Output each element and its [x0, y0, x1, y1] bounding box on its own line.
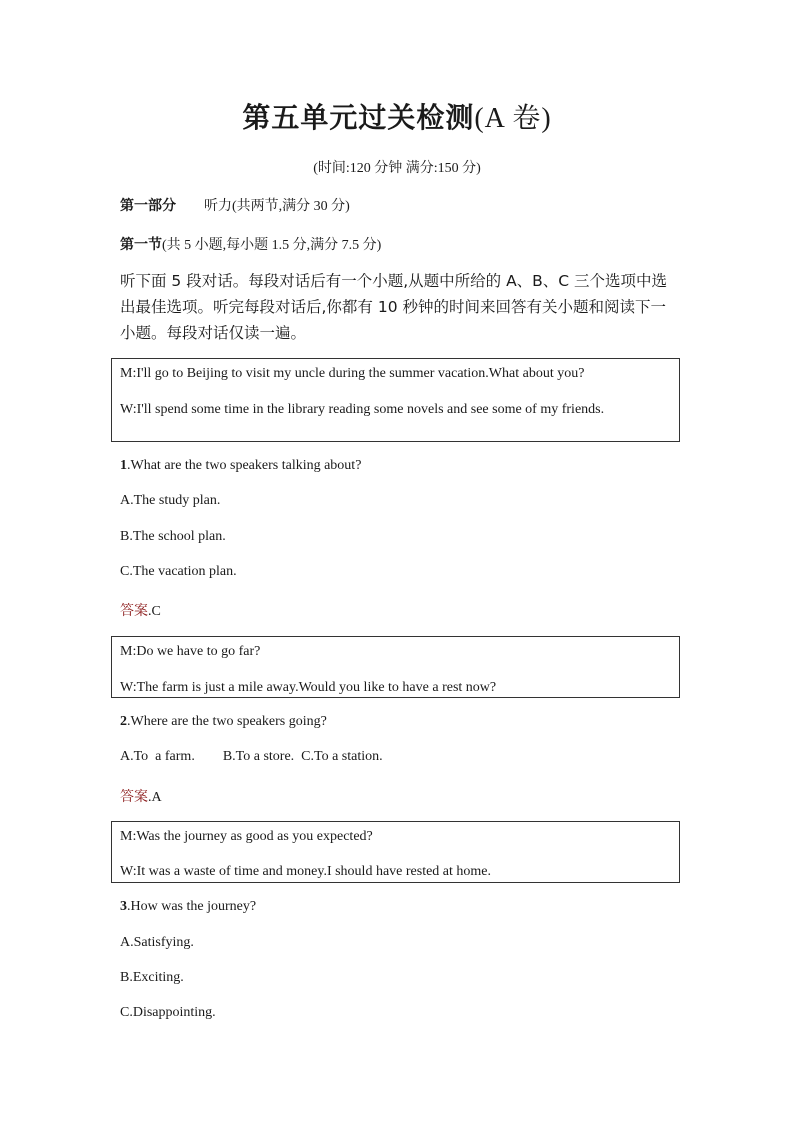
- option-b: B.Exciting.: [120, 970, 184, 985]
- option-a: A.The study plan.: [120, 493, 221, 508]
- dialogue-box: [111, 636, 680, 698]
- time-score-info: (时间:120 分钟 满分:150 分): [313, 161, 481, 176]
- question-3: 3.How was the journey?: [120, 899, 257, 914]
- option-c: C.Disappointing.: [120, 1005, 216, 1020]
- dialogue-line: W:The farm is just a mile away.Would you like to have a rest now?: [120, 680, 497, 695]
- answer-2: 答案.A: [120, 790, 162, 805]
- page-title: 第五单元过关检测(A 卷): [242, 103, 552, 134]
- question-1: 1.What are the two speakers talking about?: [120, 458, 362, 473]
- dialogue-line: W:It was a waste of time and money.I should have rested at home.: [120, 864, 492, 879]
- options-row: A.To a farm. B.To a store. C.To a station.: [120, 749, 383, 764]
- dialogue-line: W:I'll spend some time in the library reading some novels and see some of my friends.: [120, 402, 605, 417]
- dialogue-line: M:Was the journey as good as you expected?: [120, 829, 373, 844]
- instructions: 听下面 5 段对话。每段对话后有一个小题,从题中所给的 A、B、C 三个选项中选出最佳选项。听完每段对话后,你都有 10 秒钟的时间来回答有关小题和阅读下一小题。每段对话仅读一遍。: [120, 272, 668, 342]
- part-heading: 第一部分 听力(共两节,满分 30 分): [120, 199, 350, 214]
- dialogue-line: M:Do we have to go far?: [120, 644, 261, 659]
- section-heading: 第一节(共 5 小题,每小题 1.5 分,满分 7.5 分): [120, 238, 382, 253]
- question-2: 2.Where are the two speakers going?: [120, 714, 327, 729]
- option-c: C.The vacation plan.: [120, 564, 237, 579]
- answer-1: 答案.C: [120, 604, 161, 619]
- dialogue-line: M:I'll go to Beijing to visit my uncle during the summer vacation.What about you?: [120, 366, 585, 381]
- option-b: B.The school plan.: [120, 529, 226, 544]
- dialogue-box: [111, 358, 680, 442]
- dialogue-box: [111, 821, 680, 883]
- option-a: A.Satisfying.: [120, 935, 194, 950]
